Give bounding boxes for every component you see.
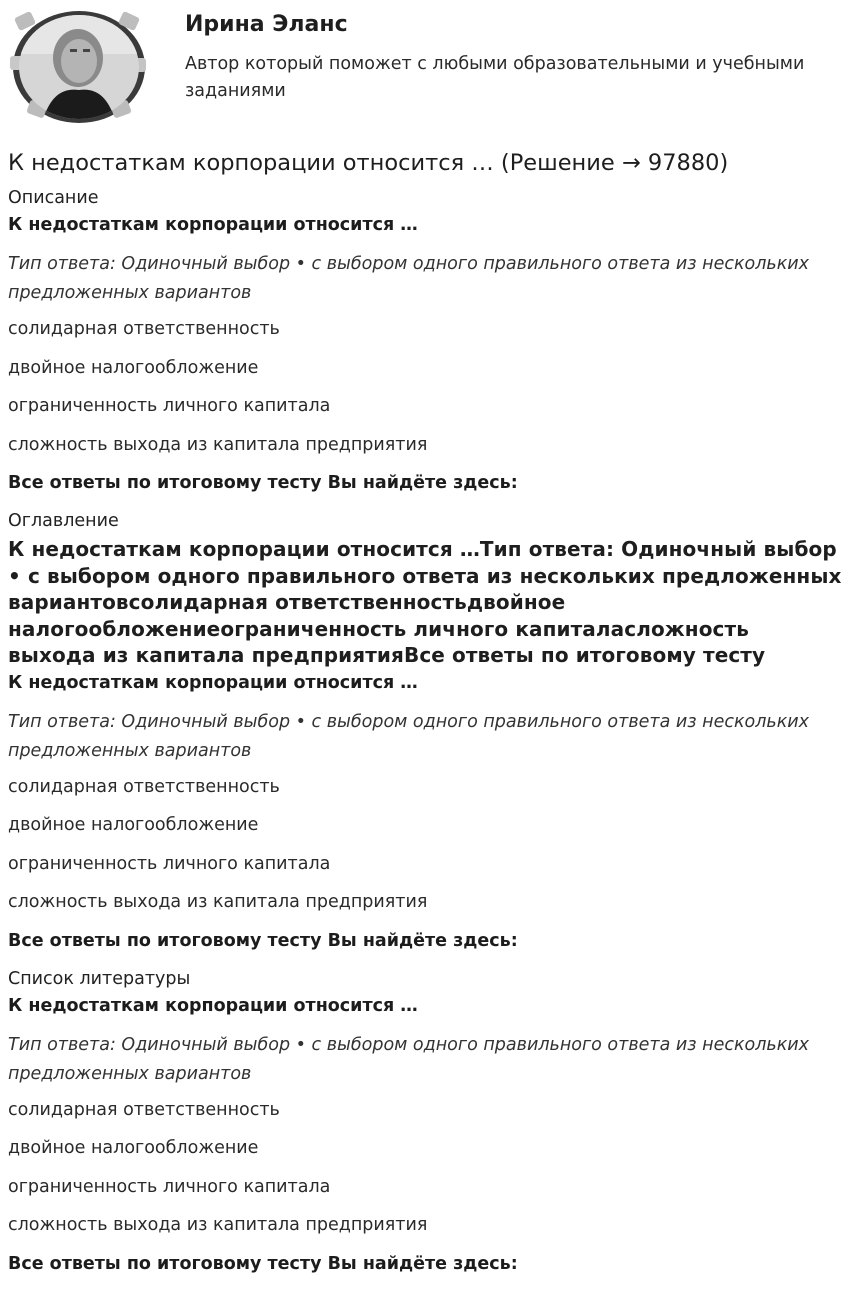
option-item: ограниченность личного капитала: [8, 853, 331, 874]
option-item: солидарная ответственность: [8, 319, 280, 339]
all-answers-text: Все ответы по итоговому тесту Вы найдёте здесь:: [8, 1253, 518, 1274]
option-item: ограниченность личного капитала: [8, 396, 331, 416]
author-description: Автор который поможет с любыми образовательными и учебными заданиями: [185, 54, 805, 101]
option-item: солидарная ответственность: [8, 1099, 280, 1120]
toc-block: [8, 671, 843, 954]
question-text: К недостаткам корпорации относится …: [8, 995, 418, 1016]
main-content: [8, 146, 843, 1290]
option-item: сложность выхода из капитала предприятия: [8, 434, 428, 455]
literature-label: Список литературы: [8, 968, 191, 989]
description-block: [8, 213, 843, 496]
answer-type: Тип ответа: Одиночный выбор • с выбором одного правильного ответа из нескольких предложенных вариантов: [8, 1034, 810, 1084]
option-item: сложность выхода из капитала предприятия: [8, 892, 428, 912]
page-title: К недостаткам корпорации относится … (Решение → 97880): [8, 150, 729, 176]
description-label: Описание: [8, 188, 99, 208]
question-text: К недостаткам корпорации относится …: [8, 672, 418, 693]
option-item: двойное налогообложение: [8, 357, 259, 378]
all-answers-text: Все ответы по итоговому тесту Вы найдёте здесь:: [8, 473, 518, 493]
option-item: ограниченность личного капитала: [8, 1176, 331, 1197]
question-text: К недостаткам корпорации относится …: [8, 215, 418, 235]
all-answers-text: Все ответы по итоговому тесту Вы найдёте здесь:: [8, 930, 518, 951]
toc-text: К недостаткам корпорации относится …Тип ответа: Одиночный выбор • с выбором одного правильного ответа из нескольких предложенных вариантовсолидарная ответственностьдвойное налогообложениеограниченность личного капиталасложность выхода из капитала предприятияВсе ответы по итоговому тесту: [8, 537, 842, 667]
author-header: [0, 0, 847, 135]
option-item: солидарная ответственность: [8, 776, 280, 797]
option-item: двойное налогообложение: [8, 1138, 259, 1158]
literature-block: [8, 994, 843, 1277]
author-avatar: [8, 6, 150, 128]
option-item: двойное налогообложение: [8, 815, 259, 835]
answer-type: Тип ответа: Одиночный выбор • с выбором одного правильного ответа из нескольких предложенных вариантов: [8, 254, 810, 303]
toc-label: Оглавление: [8, 511, 119, 531]
author-name[interactable]: Ирина Эланс: [185, 12, 348, 37]
option-item: сложность выхода из капитала предприятия: [8, 1215, 428, 1235]
answer-type: Тип ответа: Одиночный выбор • с выбором одного правильного ответа из нескольких предложенных вариантов: [8, 711, 810, 761]
